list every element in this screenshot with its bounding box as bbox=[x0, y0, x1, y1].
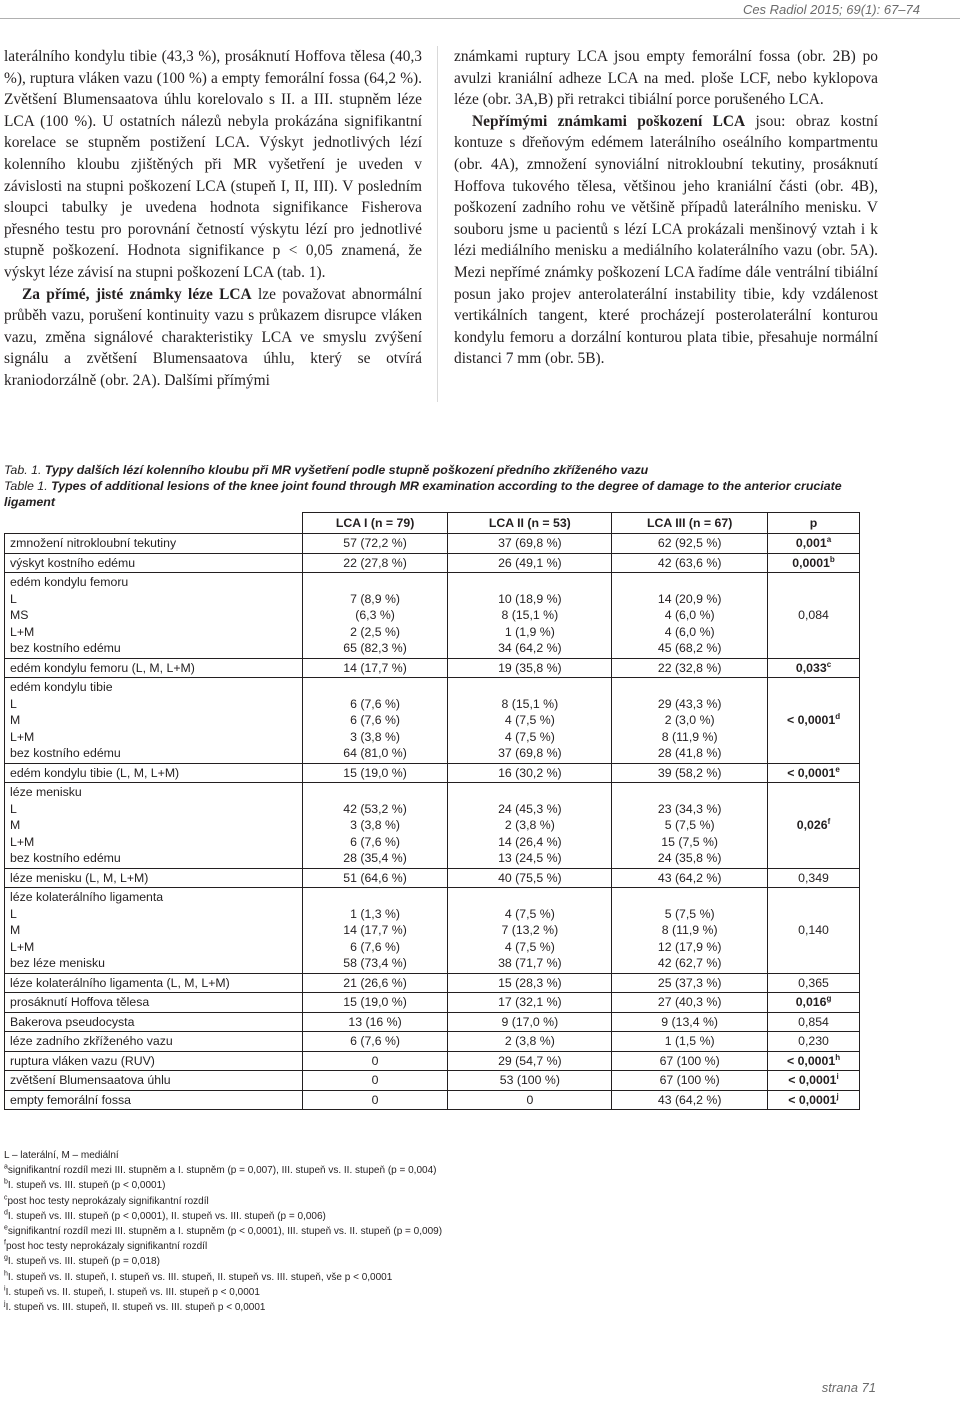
p-value-cell: < 0,0001$^d$ bbox=[768, 678, 860, 764]
lca-1-cell: 13 (16 %) bbox=[302, 1012, 448, 1032]
footnote-marker: d bbox=[835, 711, 841, 721]
table-row bbox=[5, 1012, 860, 1032]
column-divider bbox=[437, 46, 438, 402]
footnote-line: $^j$I. stupeň vs. III. stupeň, II. stupeň vs. III. stupeň p < 0,0001 bbox=[4, 1300, 266, 1314]
lca-3-cell: 43 (64,2 %) bbox=[612, 1090, 768, 1110]
table-row bbox=[5, 573, 860, 659]
row-label-cell: edém kondylu femoru L MS L+M bez kostního edému bbox=[5, 573, 303, 659]
row-label-cell: léze kolaterálního ligamenta L M L+M bez léze menisku bbox=[5, 888, 303, 974]
running-header: Ces Radiol 2015; 69(1): 67–74 bbox=[742, 2, 920, 17]
row-label-cell: léze kolaterálního ligamenta (L, M, L+M) bbox=[5, 973, 303, 993]
p-value-cell: < $0,0001^j$ bbox=[768, 1090, 860, 1110]
lca-2-cell: 10 (18,9 %) 8 (15,1 %) 1 (1,9 %) 34 (64,2 %) bbox=[448, 573, 612, 659]
right-paragraph-1: známkami ruptury LCA jsou empty femorální fossa (obr. 2B) po avulzi kraniální adheze LCA na med. ploše LCF, nebo kyklopova léze (obr. 3A,B) při retrakci tibiální porce porušeného LCA. bbox=[454, 48, 878, 109]
lca-1-cell: 51 (64,6 %) bbox=[302, 868, 448, 888]
lca-1-cell: 0 bbox=[302, 1090, 448, 1110]
lca-3-cell: 27 (40,3 %) bbox=[612, 993, 768, 1013]
lca-1-cell: 15 (19,0 %) bbox=[302, 763, 448, 783]
row-label-cell: Bakerova pseudocysta bbox=[5, 1012, 303, 1032]
footnote-marker: g bbox=[826, 993, 832, 1003]
lca-2-cell: 0 bbox=[448, 1090, 612, 1110]
lca-1-cell: 22 (27,8 %) bbox=[302, 553, 448, 573]
footnote-marker: h bbox=[835, 1052, 841, 1062]
lca-3-cell: 29 (43,3 %) 2 (3,0 %) 8 (11,9 %) 28 (41,8 %) bbox=[612, 678, 768, 764]
footnote-line: $^b$I. stupeň vs. III. stupeň (p < 0,0001) bbox=[4, 1179, 166, 1192]
table-row bbox=[5, 1032, 860, 1052]
table-row bbox=[5, 553, 860, 573]
footnote-marker: a bbox=[4, 1163, 8, 1171]
lca-3-cell: 42 (63,6 %) bbox=[612, 553, 768, 573]
data-table bbox=[4, 512, 860, 1110]
header-cell-lca-3: LCA III (n = 67) bbox=[612, 513, 768, 534]
table-caption-cz bbox=[4, 462, 860, 478]
lca-2-cell: 37 (69,8 %) bbox=[448, 534, 612, 554]
footnote-marker: f bbox=[827, 816, 831, 826]
p-value-cell: 0,140 bbox=[768, 888, 860, 974]
lca-1-cell: 6 (7,6 %) 6 (7,6 %) 3 (3,8 %) 64 (81,0 %) bbox=[302, 678, 448, 764]
row-label-cell: edém kondylu tibie (L, M, L+M) bbox=[5, 763, 303, 783]
p-value-cell: 0,026$^f$ bbox=[768, 783, 860, 869]
header-cell-lca-1: LCA I (n = 79) bbox=[302, 513, 448, 534]
footnote-marker: j bbox=[836, 1091, 839, 1101]
right-column bbox=[454, 46, 878, 370]
row-label-cell: ruptura vláken vazu (RUV) bbox=[5, 1051, 303, 1071]
table-header-row bbox=[5, 513, 860, 534]
lca-2-cell: 8 (15,1 %) 4 (7,5 %) 4 (7,5 %) 37 (69,8 %) bbox=[448, 678, 612, 764]
footnote-marker: g bbox=[4, 1255, 8, 1263]
direct-signs-heading: Za přímé, jisté známky léze LCA bbox=[22, 285, 252, 303]
table-row bbox=[5, 868, 860, 888]
table-row bbox=[5, 763, 860, 783]
lca-1-cell: 14 (17,7 %) bbox=[302, 658, 448, 678]
footnote-marker: c bbox=[826, 659, 832, 669]
table-row bbox=[5, 993, 860, 1013]
p-value-cell: 0,365 bbox=[768, 973, 860, 993]
table-caption-en-text: Types of additional lesions of the knee joint found through MR examination according to the degree of damage to the anterior cruciate ligament bbox=[4, 479, 842, 509]
lca-2-cell: 53 (100 %) bbox=[448, 1071, 612, 1091]
footnote-line: $^c$post hoc testy neprokázaly signifikantní rozdíl bbox=[4, 1194, 209, 1207]
lca-1-cell: 21 (26,6 %) bbox=[302, 973, 448, 993]
p-value-cell: 0,349 bbox=[768, 868, 860, 888]
footnote-marker: a bbox=[826, 534, 832, 544]
lca-3-cell: 43 (64,2 %) bbox=[612, 868, 768, 888]
lca-2-cell: 24 (45,3 %) 2 (3,8 %) 14 (26,4 %) 13 (24,5 %) bbox=[448, 783, 612, 869]
left-paragraph-2 bbox=[4, 284, 422, 392]
lca-1-cell: 1 (1,3 %) 14 (17,7 %) 6 (7,6 %) 58 (73,4 %) bbox=[302, 888, 448, 974]
table-row bbox=[5, 783, 860, 869]
footnote-marker: i bbox=[4, 1285, 6, 1293]
table-row bbox=[5, 1071, 860, 1091]
lca-3-cell: 22 (32,8 %) bbox=[612, 658, 768, 678]
lca-2-cell: 16 (30,2 %) bbox=[448, 763, 612, 783]
footnote-marker: c bbox=[4, 1194, 8, 1202]
lca-2-cell: 2 (3,8 %) bbox=[448, 1032, 612, 1052]
p-value-cell: 0,0001$^b$ bbox=[768, 553, 860, 573]
page-number: strana 71 bbox=[821, 1380, 876, 1395]
lca-2-cell: 9 (17,0 %) bbox=[448, 1012, 612, 1032]
footnote-marker: e bbox=[835, 764, 840, 774]
left-column bbox=[4, 46, 422, 392]
row-label-cell: zvětšení Blumensaatova úhlu bbox=[5, 1071, 303, 1091]
p-value-cell: 0,001$^a$ bbox=[768, 534, 860, 554]
lca-1-cell: 57 (72,2 %) bbox=[302, 534, 448, 554]
lca-2-cell: 26 (49,1 %) bbox=[448, 553, 612, 573]
table-row bbox=[5, 658, 860, 678]
lca-3-cell: 25 (37,3 %) bbox=[612, 973, 768, 993]
header-cell-lca-2: LCA II (n = 53) bbox=[448, 513, 612, 534]
left-paragraph-1: laterálního kondylu tibie (43,3 %), prosáknutí Hoffova tělesa (40,3 %), ruptura vláken vazu (100 %) a empty femorální fossa (64,2 %). Zvětšení Blumensaatova úhlu korelovalo s II. a III. stupněm léze LCA (100 %). U ostatních nálezů nebyla prokázána signifikantní korelace se stupněm postižení LCA. Výskyt jednotlivých lézí kolenního kloubu zjištěných při MR vyšetření je uveden v závislosti na stupni poškození LCA (stupeň I, II, III). V posledním sloupci tabulky je uvedena hodnota signifikance Fisherova přesného testu pro porovnání četností výskytu lézí pro jednotlivé stupně poškození. Hodnota signifikance p < 0,05 znamená, že výskyt léze závisí na stupni poškození LCA (tab. 1). bbox=[4, 48, 422, 281]
row-label-cell: výskyt kostního edému bbox=[5, 553, 303, 573]
p-value-cell: 0,230 bbox=[768, 1032, 860, 1052]
footnote-marker: h bbox=[4, 1270, 8, 1278]
table-section bbox=[4, 462, 860, 1110]
row-label-cell: léze zadního zkříženého vazu bbox=[5, 1032, 303, 1052]
table-row bbox=[5, 1090, 860, 1110]
right-paragraph-2 bbox=[454, 111, 878, 370]
lca-3-cell: 5 (7,5 %) 8 (11,9 %) 12 (17,9 %) 42 (62,7 %) bbox=[612, 888, 768, 974]
lca-1-cell: 0 bbox=[302, 1051, 448, 1071]
table-caption-en-prefix: Table 1. bbox=[4, 479, 48, 493]
row-label-cell: zmnožení nitrokloubní tekutiny bbox=[5, 534, 303, 554]
indirect-signs-heading: Nepřímými známkami poškození LCA bbox=[472, 112, 746, 130]
lca-1-cell: 42 (53,2 %) 3 (3,8 %) 6 (7,6 %) 28 (35,4 %) bbox=[302, 783, 448, 869]
lca-2-cell: 19 (35,8 %) bbox=[448, 658, 612, 678]
direct-signs-text: lze považovat abnormální průběh vazu, porušení kontinuity vazu s průkazem disrupce vláken vazu, změna signálové charakteristiky LCA ve smyslu zvýšení signálu a zvětšení Blumensaatova úhlu, který se otvírá kraniodorzálně (obr. 2A). Dalšími přímými bbox=[4, 285, 423, 389]
footnote-marker: j bbox=[4, 1300, 6, 1308]
lca-2-cell: 40 (75,5 %) bbox=[448, 868, 612, 888]
row-label-cell: empty femorální fossa bbox=[5, 1090, 303, 1110]
footnote-line: $^i$I. stupeň vs. II. stupeň, I. stupeň vs. III. stupeň p < 0,0001 bbox=[4, 1285, 260, 1298]
lca-3-cell: 67 (100 %) bbox=[612, 1071, 768, 1091]
table-row bbox=[5, 973, 860, 993]
footnote-line: $^e$signifikantní rozdíl mezi III. stupněm a I. stupněm (p < 0,0001), III. stupeň vs. II. stupeň (p = 0,009) bbox=[4, 1224, 443, 1238]
p-value-cell: < $0,0001^i$ bbox=[768, 1071, 860, 1091]
table-caption-cz-prefix: Tab. 1. bbox=[4, 463, 42, 477]
header-cell-p: p bbox=[768, 513, 860, 534]
table-row bbox=[5, 1051, 860, 1071]
p-value-cell: 0,033$^c$ bbox=[768, 658, 860, 678]
header-rule bbox=[0, 18, 960, 19]
lca-3-cell: 39 (58,2 %) bbox=[612, 763, 768, 783]
table-row bbox=[5, 888, 860, 974]
lca-2-cell: 17 (32,1 %) bbox=[448, 993, 612, 1013]
lca-1-cell: 15 (19,0 %) bbox=[302, 993, 448, 1013]
table-caption-en bbox=[4, 478, 860, 510]
footnote-line: $^g$I. stupeň vs. III. stupeň (p = 0,018) bbox=[4, 1255, 160, 1268]
table-caption-cz-text: Typy dalších lézí kolenního kloubu při MR vyšetření podle stupně poškození předního zkříženého vazu bbox=[44, 463, 649, 477]
footnote-marker: d bbox=[4, 1209, 8, 1217]
lca-2-cell: 4 (7,5 %) 7 (13,2 %) 4 (7,5 %) 38 (71,7 %) bbox=[448, 888, 612, 974]
lca-2-cell: 15 (28,3 %) bbox=[448, 973, 612, 993]
row-label-cell: léze menisku L M L+M bez kostního edému bbox=[5, 783, 303, 869]
p-value-cell: < 0,0001$^h$ bbox=[768, 1051, 860, 1071]
footnote-marker: i bbox=[836, 1071, 839, 1081]
p-value-cell: 0,084 bbox=[768, 573, 860, 659]
table-row bbox=[5, 678, 860, 764]
lca-3-cell: 67 (100 %) bbox=[612, 1051, 768, 1071]
footnote-marker: e bbox=[4, 1224, 8, 1232]
lca-1-cell: 7 (8,9 %) (6,3 %) 2 (2,5 %) 65 (82,3 %) bbox=[302, 573, 448, 659]
table-row bbox=[5, 534, 860, 554]
row-label-cell: léze menisku (L, M, L+M) bbox=[5, 868, 303, 888]
footnote-line: $^h$I. stupeň vs. II. stupeň, I. stupeň vs. III. stupeň, II. stupeň vs. III. stupeň, vše p < 0,0001 bbox=[4, 1270, 393, 1283]
lca-3-cell: 14 (20,9 %) 4 (6,0 %) 4 (6,0 %) 45 (68,2 %) bbox=[612, 573, 768, 659]
row-label-cell: edém kondylu tibie L M L+M bez kostního edému bbox=[5, 678, 303, 764]
lca-1-cell: 0 bbox=[302, 1071, 448, 1091]
footnote-line: L – laterální, M – mediální bbox=[4, 1150, 119, 1161]
footnote-line: $^d$I. stupeň vs. III. stupeň (p < 0,0001), II. stupeň vs. III. stupeň (p = 0,006) bbox=[4, 1209, 326, 1222]
row-label-cell: edém kondylu femoru (L, M, L+M) bbox=[5, 658, 303, 678]
lca-3-cell: 23 (34,3 %) 5 (7,5 %) 15 (7,5 %) 24 (35,8 %) bbox=[612, 783, 768, 869]
footnote-line: $^a$signifikantní rozdíl mezi III. stupněm a I. stupněm (p = 0,007), III. stupeň vs. II. stupeň (p = 0,004) bbox=[4, 1163, 437, 1177]
p-value-cell: < 0,0001$^e$ bbox=[768, 763, 860, 783]
footnote-marker: b bbox=[4, 1179, 8, 1187]
lca-2-cell: 29 (54,7 %) bbox=[448, 1051, 612, 1071]
p-value-cell: 0,016$^g$ bbox=[768, 993, 860, 1013]
p-value-cell: 0,854 bbox=[768, 1012, 860, 1032]
lca-3-cell: 62 (92,5 %) bbox=[612, 534, 768, 554]
lca-3-cell: 9 (13,4 %) bbox=[612, 1012, 768, 1032]
table-body bbox=[5, 534, 860, 1110]
lca-1-cell: 6 (7,6 %) bbox=[302, 1032, 448, 1052]
footnote-line: $^f$post hoc testy neprokázaly signifikantní rozdíl bbox=[4, 1239, 208, 1253]
indirect-signs-text: jsou: obraz kostní kontuze s dřeňovým edémem laterálního oseálního kompartmentu (obr. 4A), zmnožení synoviální nitrokloubní tekutiny, prosáknutí Hoffova tukového tělesa, většinou jeho kraniální části (obr. 4B), poškození zadního rohu ve většině případů laterálního menisku. V souboru jsme u pacientů s lézí LCA prokázali menšinový vztah i k lézi mediálního menisku a mediálního kolaterálního vazu (obr. 5A). Mezi nepřímé známky poškození LCA řadíme dále ventrální tibiální posun jako projev anterolaterální instability tibie, kdy vzdálenost vertikálních tangent, které procházejí posterolaterální konturou kondylu femoru a dorzální konturou plata tibie, přesahuje normální distanci 7 mm (obr. 5B). bbox=[454, 112, 878, 368]
row-label-cell: prosáknutí Hoffova tělesa bbox=[5, 993, 303, 1013]
lca-3-cell: 1 (1,5 %) bbox=[612, 1032, 768, 1052]
table-footnotes bbox=[4, 1148, 604, 1315]
footnote-marker: b bbox=[829, 554, 835, 564]
header-cell-empty bbox=[5, 513, 303, 534]
footnote-marker: f bbox=[4, 1239, 6, 1247]
